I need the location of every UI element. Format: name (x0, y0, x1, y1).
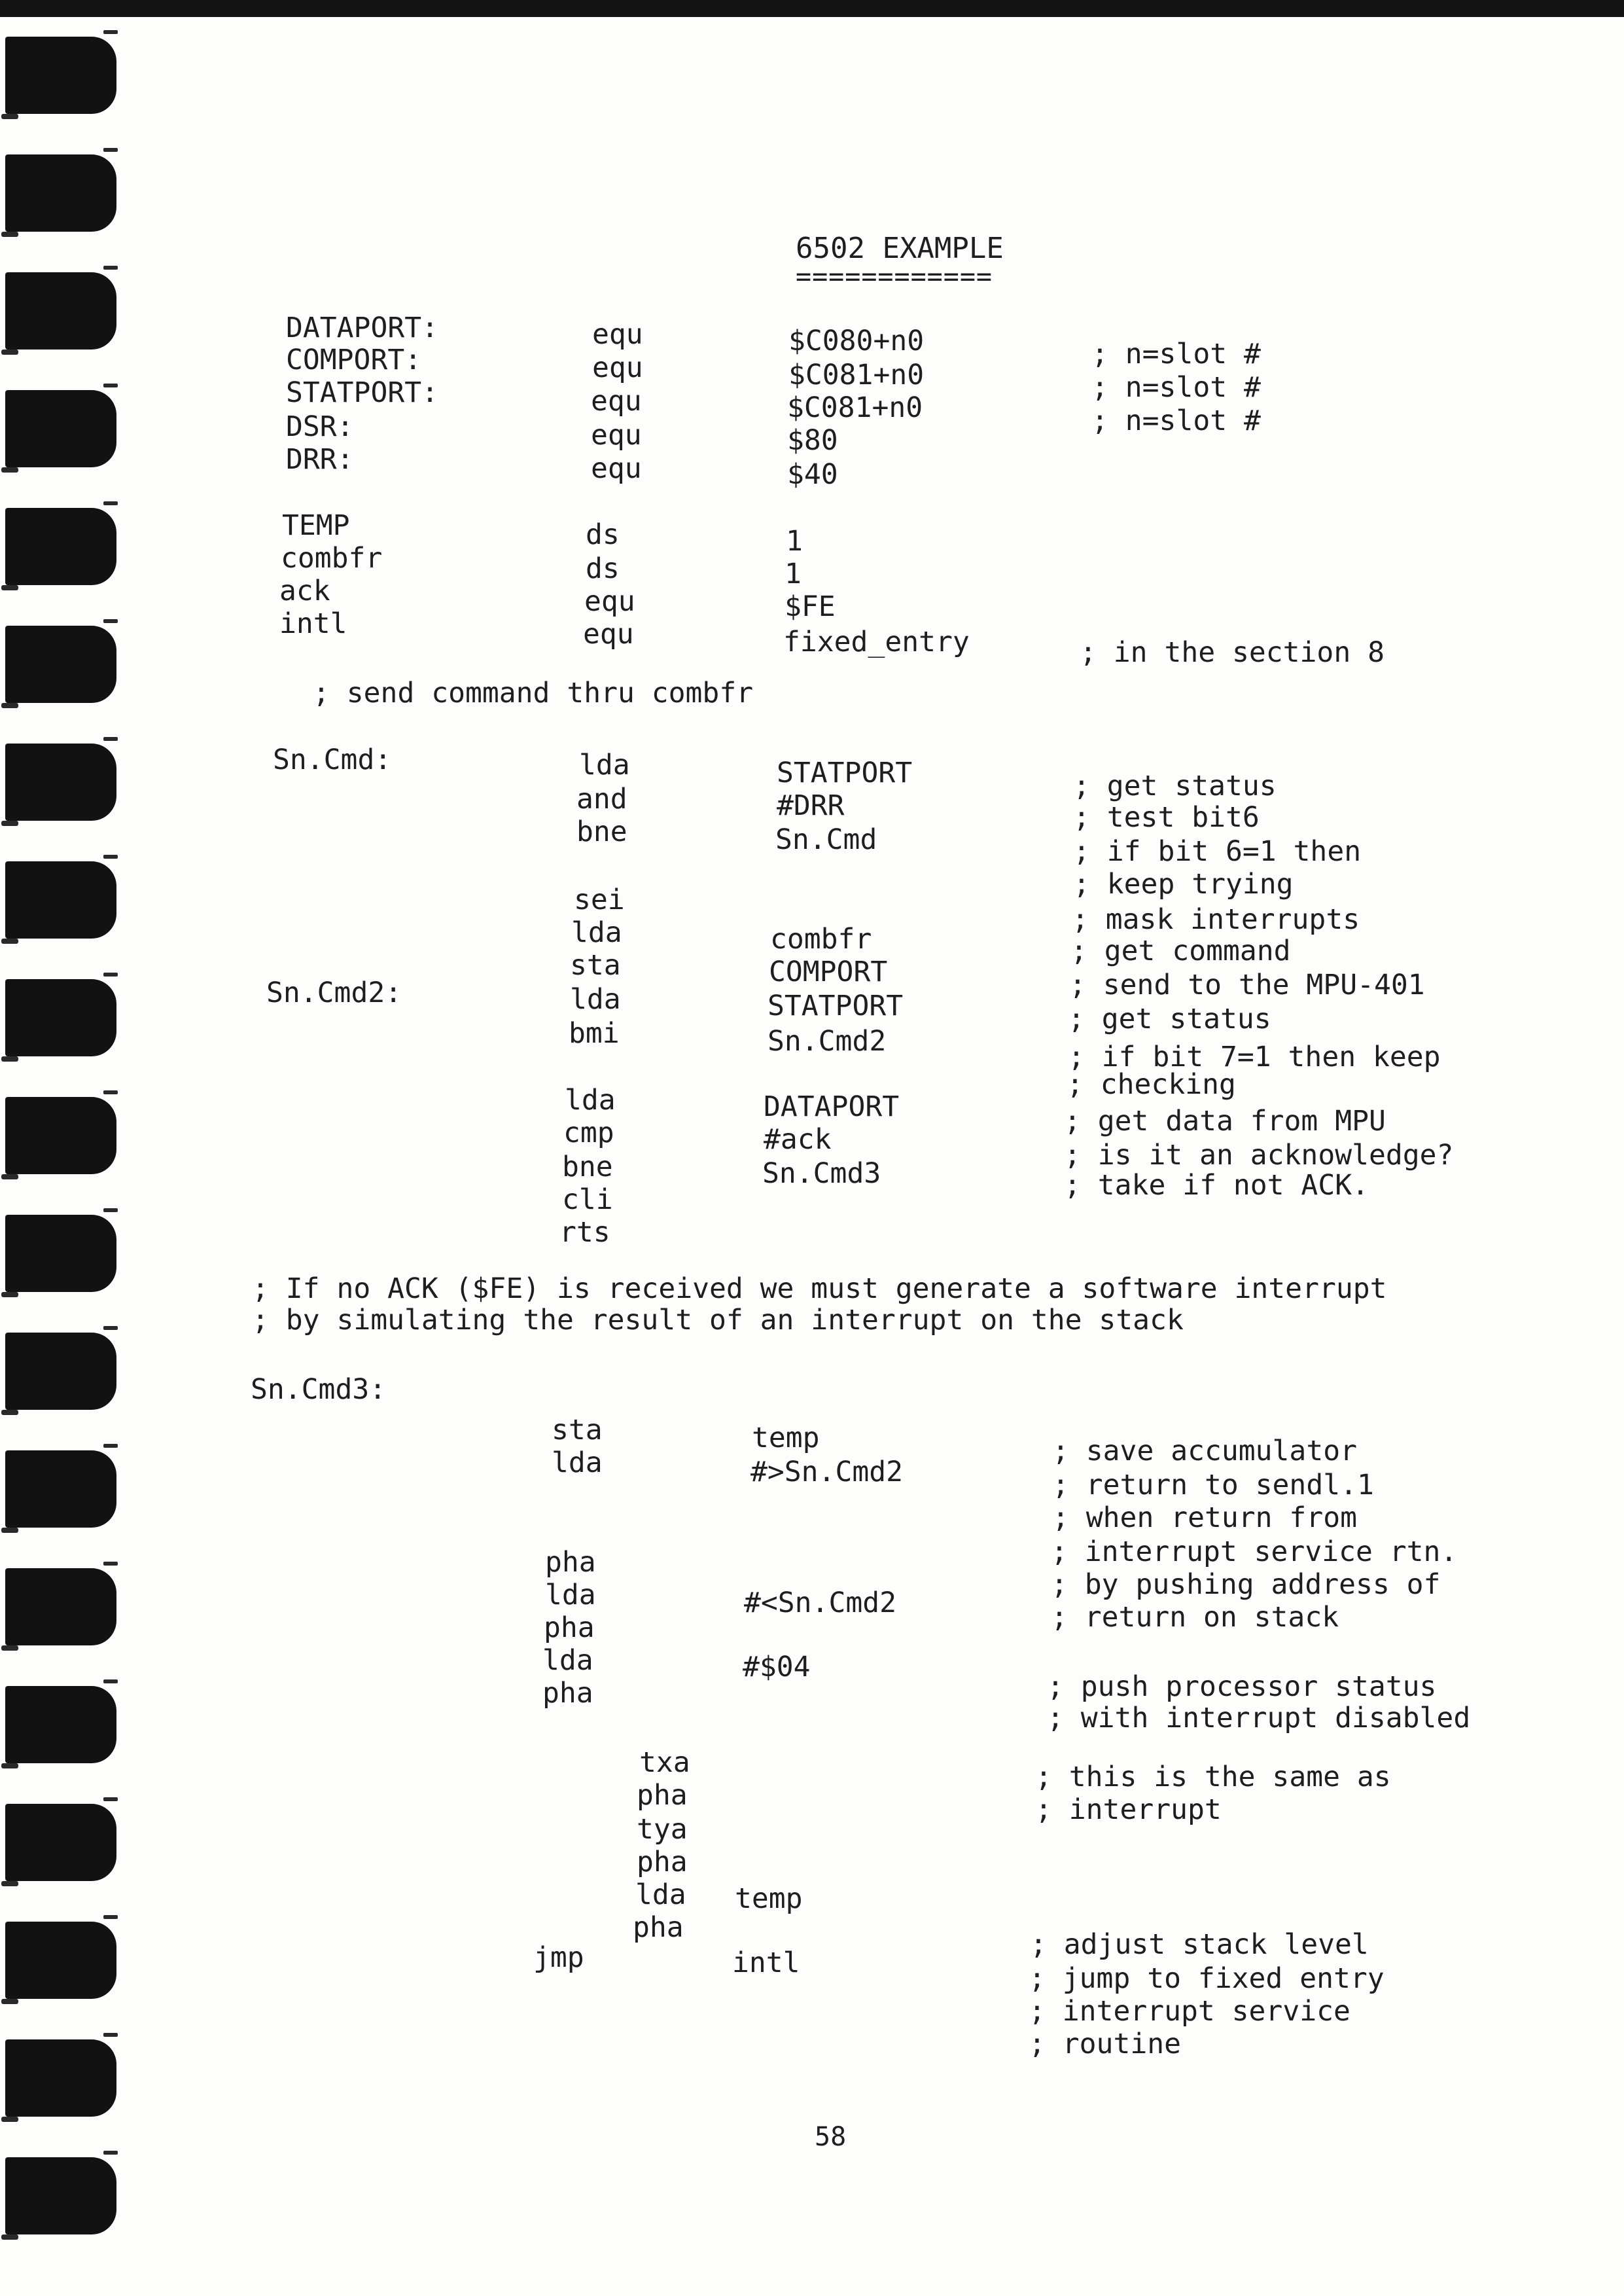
code-token: intl (279, 607, 347, 640)
code-token: lda (579, 749, 630, 781)
code-token: DATAPORT: (286, 312, 438, 344)
code-token: #>Sn.Cmd2 (750, 1456, 903, 1488)
binding-tab (5, 390, 116, 467)
code-token: pha (637, 1779, 688, 1812)
code-comment: ; is it an acknowledge? (1064, 1139, 1454, 1172)
code-comment: ; get data from MPU (1064, 1105, 1386, 1138)
code-comment: ; by pushing address of (1051, 1568, 1441, 1601)
code-comment: ; interrupt service rtn. (1051, 1535, 1458, 1568)
code-token: #<Sn.Cmd2 (744, 1587, 896, 1619)
code-comment: ; save accumulator (1052, 1435, 1357, 1467)
code-token: pha (633, 1911, 684, 1944)
code-comment: ; this is the same as (1035, 1761, 1391, 1793)
binding-tab (5, 154, 116, 232)
code-token: lda (570, 983, 621, 1016)
code-token: cmp (563, 1117, 614, 1149)
code-token: #ack (764, 1123, 832, 1156)
code-token: TEMP (282, 509, 350, 542)
binding-tab (5, 1097, 116, 1174)
code-token: lda (565, 1084, 616, 1117)
code-token: DSR: (286, 410, 354, 443)
code-token: cli (562, 1183, 613, 1216)
code-comment: ; get status (1068, 1003, 1271, 1035)
code-comment: ; push processor status (1047, 1670, 1437, 1703)
code-comment: ; send to the MPU-401 (1069, 969, 1425, 1001)
code-token: ds (586, 552, 620, 585)
code-token: STATPORT (768, 990, 904, 1022)
binding-tab (5, 744, 116, 821)
code-token: pha (545, 1546, 596, 1579)
code-comment: ; return to sendl.1 (1052, 1469, 1374, 1501)
binding-tab (5, 1922, 116, 1999)
code-token: jmp (533, 1941, 584, 1974)
binding-tab (5, 979, 116, 1056)
code-token: rts (559, 1216, 610, 1249)
code-token: equ (591, 452, 642, 485)
code-comment: ; when return from (1052, 1501, 1357, 1534)
code-token: lda (571, 916, 622, 949)
code-comment: ; mask interrupts (1072, 903, 1360, 936)
binding-tab (5, 2039, 116, 2117)
code-token: temp (735, 1882, 803, 1915)
code-token: equ (584, 585, 635, 618)
code-token: combfr (770, 923, 872, 956)
code-token: fixed_entry (783, 626, 970, 658)
binding-tab (5, 1804, 116, 1881)
code-token: STATPORT (777, 757, 913, 789)
code-comment: ; jump to fixed entry (1029, 1962, 1385, 1995)
code-token: $C081+n0 (788, 359, 925, 391)
code-token: #DRR (777, 789, 845, 822)
code-comment: ; n=slot # (1091, 404, 1261, 437)
code-token: Sn.Cmd2: (266, 977, 402, 1009)
page-number: 58 (815, 2122, 847, 2152)
code-token: COMPORT (769, 956, 888, 988)
code-comment: ; take if not ACK. (1064, 1169, 1369, 1202)
code-comment: ; test bit6 (1073, 801, 1260, 834)
code-token: $FE (785, 590, 836, 623)
binding-tab (5, 861, 116, 939)
code-token: lda (635, 1878, 686, 1911)
binding-tab (5, 2157, 116, 2234)
code-token: equ (592, 351, 643, 384)
code-token: lda (542, 1644, 593, 1677)
code-comment: ; return on stack (1051, 1601, 1339, 1634)
code-token: bmi (569, 1017, 620, 1050)
code-token: Sn.Cmd3 (762, 1157, 881, 1190)
code-token: lda (552, 1446, 603, 1479)
code-token: pha (544, 1611, 595, 1644)
code-comment: ; routine (1029, 2028, 1181, 2060)
binding-tab (5, 1333, 116, 1410)
code-comment: ; in the section 8 (1080, 636, 1385, 669)
code-token: Sn.Cmd (775, 823, 877, 856)
page-title: 6502 EXAMPLE (796, 232, 1004, 265)
binding-tab (5, 1450, 116, 1528)
code-comment: ; get command (1070, 935, 1291, 967)
code-comment: ; if bit 6=1 then (1073, 835, 1362, 868)
code-token: equ (591, 385, 642, 418)
scan-top-edge (0, 0, 1624, 17)
code-token: pha (637, 1846, 688, 1878)
code-token: 1 (786, 525, 803, 558)
code-comment: ; checking (1067, 1068, 1236, 1101)
code-token: $80 (787, 424, 838, 457)
code-token: ack (279, 575, 330, 607)
code-token: lda (545, 1579, 596, 1611)
code-token: $40 (787, 458, 838, 491)
code-token: bne (576, 816, 627, 848)
code-token: and (576, 783, 627, 816)
code-token: equ (583, 618, 634, 651)
code-comment: ; get status (1073, 770, 1277, 802)
code-comment: ; n=slot # (1091, 371, 1261, 404)
binding-tab (5, 1568, 116, 1645)
binding-tab (5, 37, 116, 114)
code-token: equ (591, 419, 642, 452)
code-token: COMPORT: (286, 344, 422, 376)
code-token: equ (592, 318, 643, 351)
code-comment: ; send command thru combfr (313, 677, 754, 709)
code-comment: ; adjust stack level (1030, 1928, 1369, 1961)
binding-tab (5, 272, 116, 350)
code-comment: ; If no ACK ($FE) is received we must generate a software interrupt (252, 1272, 1387, 1305)
code-token: DATAPORT (764, 1090, 900, 1123)
code-comment: ; interrupt (1035, 1793, 1222, 1826)
code-token: combfr (281, 542, 383, 575)
code-token: ds (586, 518, 620, 551)
code-comment: ; n=slot # (1091, 338, 1261, 370)
code-token: tya (637, 1813, 688, 1846)
code-token: 1 (785, 558, 802, 590)
code-comment: ; interrupt service (1029, 1995, 1350, 2028)
code-token: $C081+n0 (787, 391, 923, 424)
code-token: Sn.Cmd: (273, 744, 392, 776)
binding-tab (5, 626, 116, 703)
code-comment: ; if bit 7=1 then keep (1068, 1041, 1441, 1073)
code-token: sta (552, 1414, 603, 1446)
code-token: sta (570, 949, 621, 982)
code-comment: ; with interrupt disabled (1047, 1702, 1471, 1734)
code-token: Sn.Cmd3: (251, 1373, 387, 1406)
code-token: $C080+n0 (788, 325, 925, 357)
code-token: intl (732, 1946, 800, 1979)
binding-tab (5, 1215, 116, 1292)
code-token: temp (752, 1422, 820, 1454)
code-token: pha (542, 1677, 593, 1710)
code-comment: ; keep trying (1073, 868, 1294, 901)
code-token: Sn.Cmd2 (768, 1025, 887, 1058)
binding-tab (5, 508, 116, 585)
code-token: bne (562, 1151, 613, 1183)
code-comment: ; by simulating the result of an interrupt on the stack (252, 1304, 1184, 1336)
code-token: STATPORT: (286, 376, 438, 409)
binding-tab (5, 1686, 116, 1763)
code-token: #$04 (743, 1651, 811, 1683)
spiral-binding (0, 17, 137, 2296)
code-token: txa (639, 1746, 690, 1779)
code-token: DRR: (286, 443, 354, 476)
title-underline: ============ (796, 262, 993, 292)
code-token: sei (574, 884, 625, 916)
